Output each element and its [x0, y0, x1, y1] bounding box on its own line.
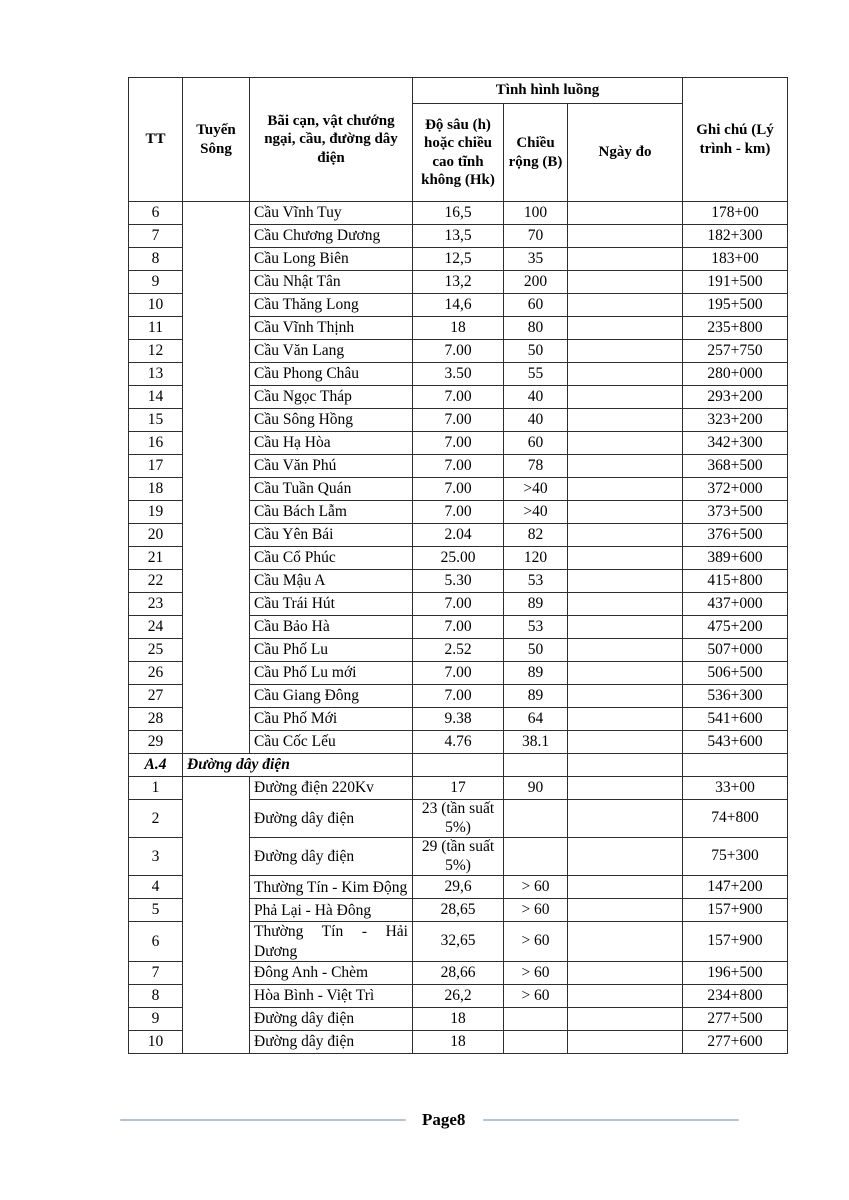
- depth-cell: 7.00: [413, 409, 504, 432]
- row-number-cell: 11: [129, 317, 183, 340]
- row-number-cell: 6: [129, 922, 183, 962]
- row-number-cell: 17: [129, 455, 183, 478]
- header-obstacle: Bãi cạn, vật chướng ngại, cầu, đường dây điện: [250, 78, 413, 202]
- width-cell: 64: [504, 708, 568, 731]
- header-river-route: Tuyến Sông: [183, 78, 250, 202]
- obstacle-name-cell: Cầu Văn Lang: [250, 340, 413, 363]
- row-number-cell: 13: [129, 363, 183, 386]
- powerline-row: [129, 777, 788, 800]
- width-cell: [504, 800, 568, 838]
- width-cell: 120: [504, 547, 568, 570]
- footer-rule-left: [120, 1119, 406, 1121]
- obstacle-name-cell: Cầu Chương Dương: [250, 225, 413, 248]
- note-cell: 182+300: [683, 225, 788, 248]
- note-cell: 277+500: [683, 1008, 788, 1031]
- measure-date-cell: [568, 876, 683, 899]
- row-number-cell: 5: [129, 899, 183, 922]
- measure-date-cell: [568, 593, 683, 616]
- row-number-cell: 16: [129, 432, 183, 455]
- row-number-cell: 7: [129, 225, 183, 248]
- note-cell: 157+900: [683, 899, 788, 922]
- header-row-top: [129, 78, 788, 104]
- note-cell: 475+200: [683, 616, 788, 639]
- measure-date-cell: [568, 731, 683, 754]
- measure-date-cell: [568, 524, 683, 547]
- row-number-cell: 7: [129, 962, 183, 985]
- section-number-cell: A.4: [129, 754, 183, 777]
- width-cell: >40: [504, 478, 568, 501]
- width-cell: 55: [504, 363, 568, 386]
- bridge-section-body: [129, 202, 788, 754]
- note-cell: 277+600: [683, 1031, 788, 1054]
- depth-cell: 13,5: [413, 225, 504, 248]
- depth-cell: 17: [413, 777, 504, 800]
- depth-cell: 25.00: [413, 547, 504, 570]
- obstacle-name-cell: Đông Anh - Chèm: [250, 962, 413, 985]
- measure-date-cell: [568, 386, 683, 409]
- width-cell: 200: [504, 271, 568, 294]
- width-cell: 53: [504, 570, 568, 593]
- channel-obstacles-table: [128, 77, 788, 1054]
- measure-date-cell: [568, 340, 683, 363]
- note-cell: 235+800: [683, 317, 788, 340]
- note-cell: 33+00: [683, 777, 788, 800]
- width-cell: 50: [504, 340, 568, 363]
- depth-cell: 18: [413, 317, 504, 340]
- table-header: [129, 78, 788, 202]
- note-cell: 543+600: [683, 731, 788, 754]
- obstacle-name-cell: Cầu Bách Lẫm: [250, 501, 413, 524]
- row-number-cell: 24: [129, 616, 183, 639]
- row-number-cell: 29: [129, 731, 183, 754]
- measure-date-cell: [568, 685, 683, 708]
- depth-cell: 16,5: [413, 202, 504, 225]
- note-cell: 376+500: [683, 524, 788, 547]
- width-cell: 100: [504, 202, 568, 225]
- obstacle-name-cell: Đường dây điện: [250, 1008, 413, 1031]
- header-depth: Độ sâu (h) hoặc chiều cao tĩnh không (Hk): [413, 104, 504, 202]
- width-cell: > 60: [504, 962, 568, 985]
- depth-cell: 7.00: [413, 455, 504, 478]
- depth-cell: 18: [413, 1031, 504, 1054]
- width-cell: 70: [504, 225, 568, 248]
- width-cell: [504, 838, 568, 876]
- measure-date-cell: [568, 432, 683, 455]
- width-cell: [504, 1008, 568, 1031]
- header-tt: TT: [129, 78, 183, 202]
- note-cell: 342+300: [683, 432, 788, 455]
- row-number-cell: 1: [129, 777, 183, 800]
- row-number-cell: 15: [129, 409, 183, 432]
- obstacle-name-cell: Đường dây điện: [250, 1031, 413, 1054]
- obstacle-name-cell: Đường điện 220Kv: [250, 777, 413, 800]
- width-cell: 90: [504, 777, 568, 800]
- depth-cell: 26,2: [413, 985, 504, 1008]
- depth-cell: 23 (tần suất 5%): [413, 800, 504, 838]
- width-cell: 89: [504, 593, 568, 616]
- page-number: Page8: [422, 1110, 466, 1129]
- depth-cell: 4.76: [413, 731, 504, 754]
- obstacle-name-cell: Cầu Sông Hồng: [250, 409, 413, 432]
- obstacle-name-cell: Cầu Thăng Long: [250, 294, 413, 317]
- river-route-cell: [183, 202, 250, 754]
- header-channel-condition: Tình hình luồng: [413, 78, 683, 104]
- depth-cell: 29 (tần suất 5%): [413, 838, 504, 876]
- obstacle-name-cell: Cầu Cổ Phúc: [250, 547, 413, 570]
- note-cell: [683, 754, 788, 777]
- obstacle-name-cell: Cầu Hạ Hòa: [250, 432, 413, 455]
- note-cell: 541+600: [683, 708, 788, 731]
- measure-date-cell: [568, 363, 683, 386]
- note-cell: 372+000: [683, 478, 788, 501]
- width-cell: 50: [504, 639, 568, 662]
- note-cell: 368+500: [683, 455, 788, 478]
- obstacle-name-cell: Cầu Vĩnh Thịnh: [250, 317, 413, 340]
- note-cell: 257+750: [683, 340, 788, 363]
- row-number-cell: 27: [129, 685, 183, 708]
- measure-date-cell: [568, 800, 683, 838]
- row-number-cell: 10: [129, 1031, 183, 1054]
- width-cell: 53: [504, 616, 568, 639]
- width-cell: > 60: [504, 876, 568, 899]
- measure-date-cell: [568, 248, 683, 271]
- note-cell: 191+500: [683, 271, 788, 294]
- width-cell: 35: [504, 248, 568, 271]
- depth-cell: 18: [413, 1008, 504, 1031]
- width-cell: 40: [504, 386, 568, 409]
- note-cell: 323+200: [683, 409, 788, 432]
- width-cell: 78: [504, 455, 568, 478]
- page-footer: [120, 1110, 750, 1130]
- measure-date-cell: [568, 662, 683, 685]
- note-cell: 195+500: [683, 294, 788, 317]
- bridge-row: [129, 202, 788, 225]
- note-cell: 389+600: [683, 547, 788, 570]
- obstacle-name-cell: Cầu Mậu A: [250, 570, 413, 593]
- obstacle-name-cell: Đường dây điện: [250, 800, 413, 838]
- depth-cell: 28,65: [413, 899, 504, 922]
- section-heading-body: [129, 754, 788, 777]
- depth-cell: 2.04: [413, 524, 504, 547]
- measure-date-cell: [568, 570, 683, 593]
- depth-cell: 7.00: [413, 432, 504, 455]
- obstacle-name-cell: Cầu Phố Mới: [250, 708, 413, 731]
- measure-date-cell: [568, 1031, 683, 1054]
- depth-cell: 7.00: [413, 340, 504, 363]
- measure-date-cell: [568, 1008, 683, 1031]
- note-cell: 74+800: [683, 800, 788, 838]
- note-cell: 183+00: [683, 248, 788, 271]
- note-cell: 280+000: [683, 363, 788, 386]
- depth-cell: 14,6: [413, 294, 504, 317]
- row-number-cell: 19: [129, 501, 183, 524]
- measure-date-cell: [568, 409, 683, 432]
- depth-cell: 29,6: [413, 876, 504, 899]
- measure-date-cell: [568, 225, 683, 248]
- depth-cell: 32,65: [413, 922, 504, 962]
- depth-cell: 7.00: [413, 662, 504, 685]
- depth-cell: [413, 754, 504, 777]
- note-cell: 196+500: [683, 962, 788, 985]
- row-number-cell: 26: [129, 662, 183, 685]
- note-cell: 536+300: [683, 685, 788, 708]
- width-cell: > 60: [504, 922, 568, 962]
- measure-date-cell: [568, 317, 683, 340]
- powerline-section-body: [129, 777, 788, 1054]
- row-number-cell: 14: [129, 386, 183, 409]
- header-width: Chiều rộng (B): [504, 104, 568, 202]
- depth-cell: 7.00: [413, 616, 504, 639]
- row-number-cell: 12: [129, 340, 183, 363]
- footer-rule-right: [483, 1119, 739, 1121]
- obstacle-name-cell: Đường dây điện: [250, 838, 413, 876]
- obstacle-name-cell: Cầu Phong Châu: [250, 363, 413, 386]
- obstacle-name-cell: Cầu Phố Lu mới: [250, 662, 413, 685]
- river-route-cell: [183, 777, 250, 1054]
- depth-cell: 7.00: [413, 386, 504, 409]
- measure-date-cell: [568, 962, 683, 985]
- depth-cell: 5.30: [413, 570, 504, 593]
- obstacle-name-cell: Cầu Yên Bái: [250, 524, 413, 547]
- row-number-cell: 10: [129, 294, 183, 317]
- obstacle-name-cell: Cầu Bảo Hà: [250, 616, 413, 639]
- note-cell: 234+800: [683, 985, 788, 1008]
- measure-date-cell: [568, 271, 683, 294]
- obstacle-name-cell: Cầu Long Biên: [250, 248, 413, 271]
- obstacle-name-cell: Phả Lại - Hà Đông: [250, 899, 413, 922]
- obstacle-name-cell: Cầu Ngọc Tháp: [250, 386, 413, 409]
- depth-cell: 7.00: [413, 478, 504, 501]
- depth-cell: 2.52: [413, 639, 504, 662]
- note-cell: 157+900: [683, 922, 788, 962]
- header-measure-date: Ngày đo: [568, 104, 683, 202]
- row-number-cell: 4: [129, 876, 183, 899]
- width-cell: [504, 754, 568, 777]
- measure-date-cell: [568, 899, 683, 922]
- row-number-cell: 9: [129, 1008, 183, 1031]
- obstacle-name-cell: Thường Tín - Hải Dương: [250, 922, 413, 962]
- note-cell: 437+000: [683, 593, 788, 616]
- measure-date-cell: [568, 754, 683, 777]
- note-cell: 75+300: [683, 838, 788, 876]
- measure-date-cell: [568, 501, 683, 524]
- section-row: [129, 754, 788, 777]
- width-cell: 60: [504, 432, 568, 455]
- note-cell: 415+800: [683, 570, 788, 593]
- width-cell: 80: [504, 317, 568, 340]
- row-number-cell: 18: [129, 478, 183, 501]
- obstacle-name-cell: Cầu Vĩnh Tuy: [250, 202, 413, 225]
- measure-date-cell: [568, 985, 683, 1008]
- row-number-cell: 8: [129, 985, 183, 1008]
- obstacle-name-cell: Thường Tín - Kim Động: [250, 876, 413, 899]
- row-number-cell: 20: [129, 524, 183, 547]
- row-number-cell: 22: [129, 570, 183, 593]
- obstacle-name-cell: Cầu Phố Lu: [250, 639, 413, 662]
- row-number-cell: 8: [129, 248, 183, 271]
- obstacle-name-cell: Cầu Giang Đông: [250, 685, 413, 708]
- obstacle-name-cell: Cầu Cốc Lếu: [250, 731, 413, 754]
- measure-date-cell: [568, 616, 683, 639]
- obstacle-name-cell: Cầu Trái Hút: [250, 593, 413, 616]
- width-cell: 89: [504, 662, 568, 685]
- row-number-cell: 25: [129, 639, 183, 662]
- row-number-cell: 3: [129, 838, 183, 876]
- depth-cell: 9.38: [413, 708, 504, 731]
- obstacle-name-cell: Cầu Tuần Quán: [250, 478, 413, 501]
- obstacle-name-cell: Cầu Văn Phú: [250, 455, 413, 478]
- measure-date-cell: [568, 639, 683, 662]
- depth-cell: 13,2: [413, 271, 504, 294]
- width-cell: > 60: [504, 985, 568, 1008]
- measure-date-cell: [568, 202, 683, 225]
- row-number-cell: 6: [129, 202, 183, 225]
- width-cell: 38.1: [504, 731, 568, 754]
- obstacle-name-cell: Cầu Nhật Tân: [250, 271, 413, 294]
- measure-date-cell: [568, 708, 683, 731]
- width-cell: 40: [504, 409, 568, 432]
- depth-cell: 12,5: [413, 248, 504, 271]
- obstacle-name-cell: Hòa Bình - Việt Trì: [250, 985, 413, 1008]
- note-cell: 373+500: [683, 501, 788, 524]
- row-number-cell: 9: [129, 271, 183, 294]
- width-cell: 89: [504, 685, 568, 708]
- measure-date-cell: [568, 294, 683, 317]
- measure-date-cell: [568, 922, 683, 962]
- width-cell: >40: [504, 501, 568, 524]
- depth-cell: 7.00: [413, 501, 504, 524]
- row-number-cell: 28: [129, 708, 183, 731]
- header-note: Ghi chú (Lý trình - km): [683, 78, 788, 202]
- depth-cell: 7.00: [413, 593, 504, 616]
- measure-date-cell: [568, 777, 683, 800]
- note-cell: 506+500: [683, 662, 788, 685]
- depth-cell: 28,66: [413, 962, 504, 985]
- note-cell: 507+000: [683, 639, 788, 662]
- section-label-cell: Đường dây điện: [183, 754, 413, 777]
- row-number-cell: 21: [129, 547, 183, 570]
- row-number-cell: 2: [129, 800, 183, 838]
- width-cell: [504, 1031, 568, 1054]
- depth-cell: 3.50: [413, 363, 504, 386]
- note-cell: 178+00: [683, 202, 788, 225]
- note-cell: 147+200: [683, 876, 788, 899]
- depth-cell: 7.00: [413, 685, 504, 708]
- row-number-cell: 23: [129, 593, 183, 616]
- measure-date-cell: [568, 838, 683, 876]
- width-cell: 60: [504, 294, 568, 317]
- measure-date-cell: [568, 478, 683, 501]
- measure-date-cell: [568, 455, 683, 478]
- note-cell: 293+200: [683, 386, 788, 409]
- width-cell: 82: [504, 524, 568, 547]
- measure-date-cell: [568, 547, 683, 570]
- width-cell: > 60: [504, 899, 568, 922]
